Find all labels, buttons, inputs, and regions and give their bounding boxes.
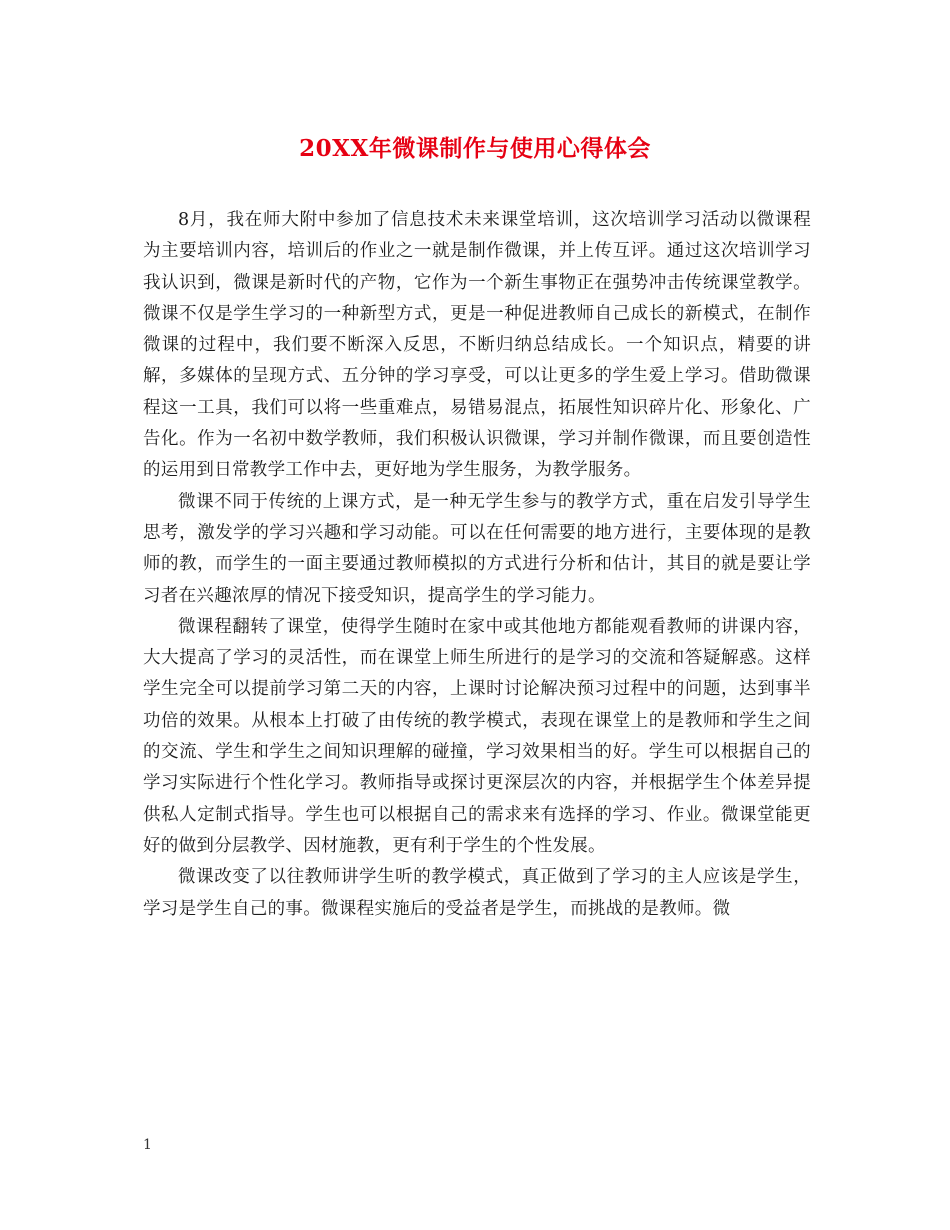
- paragraph-3: 微课程翻转了课堂，使得学生随时在家中或其他地方都能观看教师的讲课内容，大大提高了学习的灵活性，而在课堂上师生所进行的是学习的交流和答疑解惑。这样学生完全可以提前学习第二天的内容，上课时讨论解决预习过程中的问题，达到事半功倍的效果。从根本上打破了由传统的教学模式，表现在课堂上的是教师和学生之间的交流、学生和学生之间知识理解的碰撞，学习效果相当的好。学生可以根据自己的学习实际进行个性化学习。教师指导或探讨更深层次的内容，并根据学生个体差异提供私人定制式指导。学生也可以根据自己的需求来有选择的学习、作业。微课堂能更好的做到分层教学、因材施教，更有利于学生的个性发展。: [143, 616, 811, 856]
- paragraph-1: 8月，我在师大附中参加了信息技术未来课堂培训，这次培训学习活动以微课程为主要培训内容，培训后的作业之一就是制作微课，并上传互评。通过这次培训学习我认识到，微课是新时代的产物，它作为一个新生事物正在强势冲击传统课堂教学。微课不仅是学生学习的一种新型方式，更是一种促进教师自己成长的新模式，在制作微课的过程中，我们要不断深入反思，不断归纳总结成长。一个知识点，精要的讲解，多媒体的呈现方式、五分钟的学习享受，可以让更多的学生爱上学习。借助微课程这一工具，我们可以将一些重难点，易错易混点，拓展性知识碎片化、形象化、广告化。作为一名初中数学教师，我们积极认识微课，学习并制作微课，而且要创造性的运用到日常教学工作中去，更好地为学生服务，为教学服务。: [143, 210, 811, 481]
- paragraph-4: 微课改变了以往教师讲学生听的教学模式，真正做到了学习的主人应该是学生，学习是学生自己的事。微课程实施后的受益者是学生，而挑战的是教师。微: [143, 867, 811, 919]
- paragraph-2: 微课不同于传统的上课方式，是一种无学生参与的教学方式，重在启发引导学生思考，激发学的学习兴趣和学习动能。可以在任何需要的地方进行，主要体现的是教师的教，而学生的一面主要通过教师模拟的方式进行分析和估计，其目的就是要让学习者在兴趣浓厚的情况下接受知识，提高学生的学习能力。: [143, 491, 811, 606]
- document-body: [143, 205, 811, 925]
- page-number: 1: [143, 1137, 152, 1153]
- document-title: 20XX年微课制作与使用心得体会: [299, 135, 651, 162]
